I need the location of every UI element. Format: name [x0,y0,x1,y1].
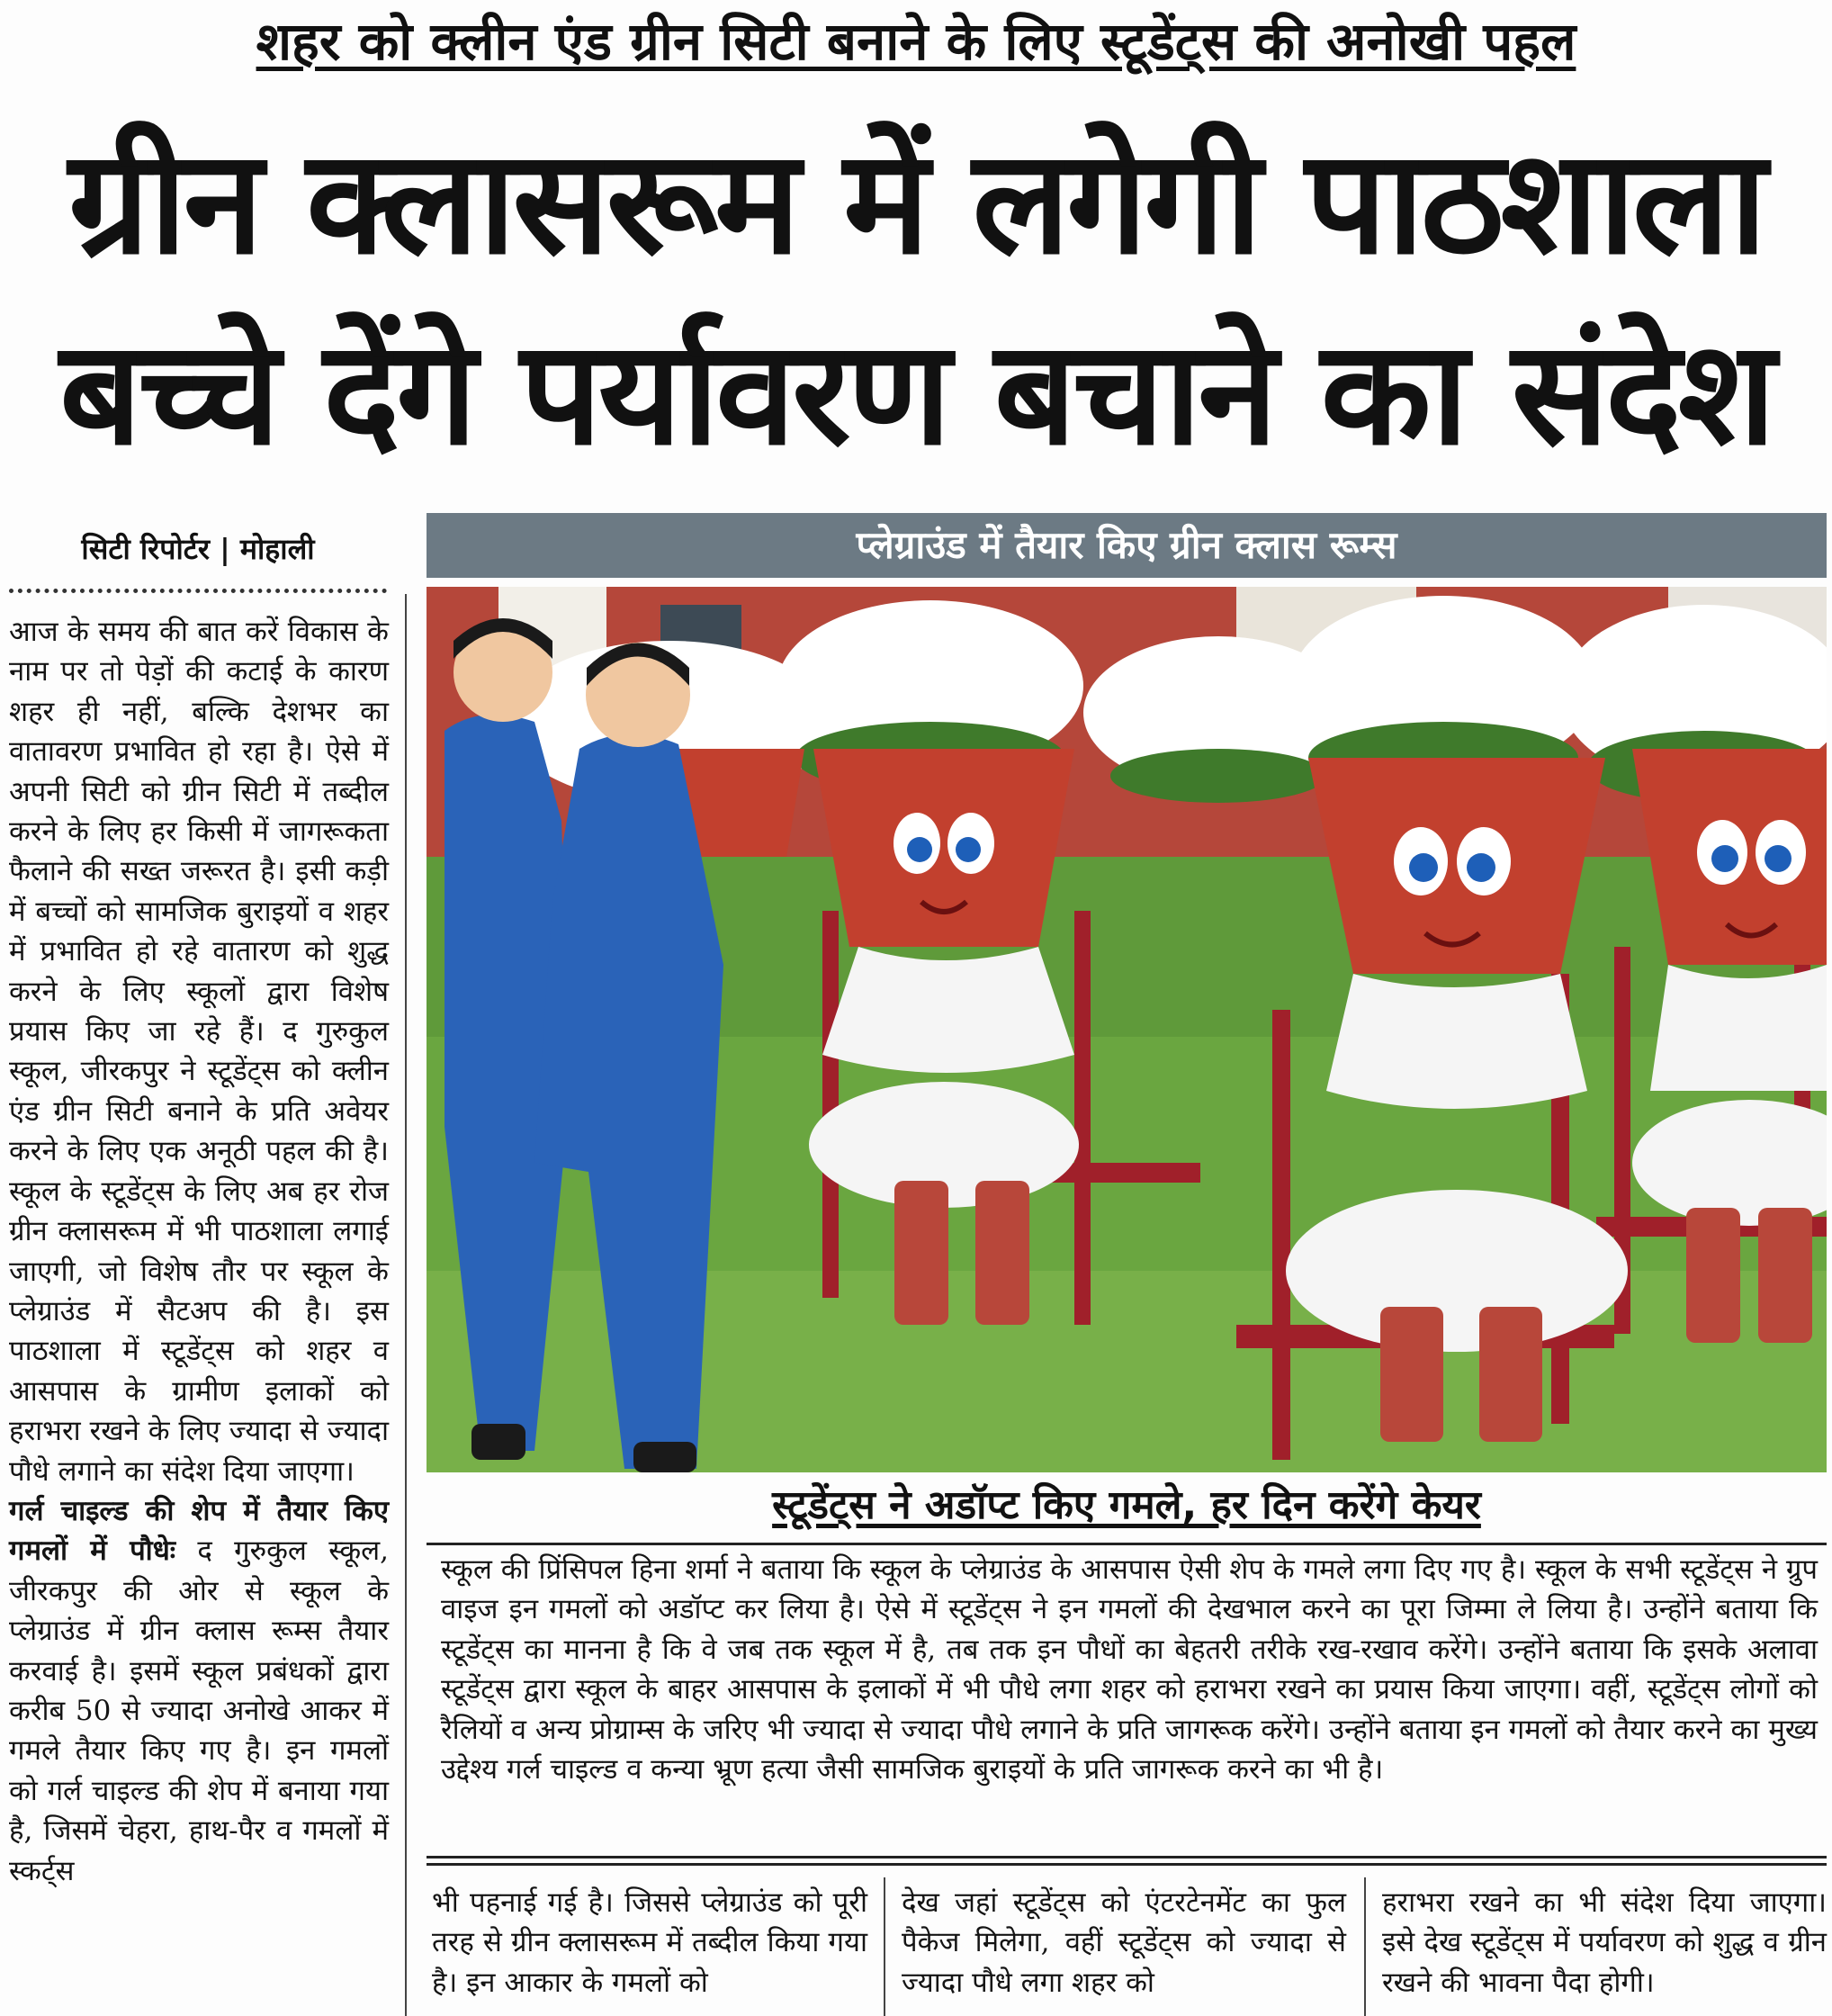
section-paragraph: द गुरुकुल स्कूल, जीरकपुर की ओर से स्कूल के प्लेग्राउंड में ग्रीन क्लास रूम्स तैयार करवाई है। इसमें स्कूल प्रबंधकों द्वारा करीब 50 से ज्यादा अनोखे आकर में गमले तैयार किए गए है। इन गमलों को गर्ल चाइल्ड की शेप में बनाया गया है, जिसमें चेहरा, हाथ-पैर व गमलों में स्कर्ट्स [9,1534,389,1887]
photo-illustration [427,587,1827,1472]
bottom-column-2: देख जहां स्टूडेंट्स को एंटरटेनमेंट का फुल पैकेज मिलेगा, वहीं स्टूडेंट्स को ज्यादा से ज्यादा पौधे लगा शहर को [902,1886,1346,1999]
kicker-headline [0,7,1832,76]
byline-divider [9,589,387,593]
story-subhead [427,1478,1827,1534]
bottom-column-3: हराभरा रखने का भी संदेश दिया जाएगा। इसे देख स्टूडेंट्स में पर्यावरण को शुद्ध व ग्रीन रखने की भावना पैदा होगी। [1382,1886,1827,1999]
kicker-text: शहर को क्लीन एंड ग्रीन सिटी बनाने के लिए स्टूडेंट्स की अनोखी पहल [256,11,1576,72]
bottom-column-1: भी पहनाई गई है। जिससे प्लेग्राउंड को पूरी तरह से ग्रीन क्लासरूम में तब्दील किया गया है। इन आकार के गमलों को [432,1886,867,1999]
column-divider [405,594,407,2016]
bottom-column-divider-1 [884,1877,885,2016]
headline-line-1: ग्रीन क्लासरूम में लगेगी पाठशाला [68,118,1764,286]
story-paragraph: स्कूल की प्रिंसिपल हिना शर्मा ने बताया कि स्कूल के प्लेग्राउंड के आसपास ऐसी शेप के गमले लगा दिए गए है। स्कूल के सभी स्टूडेंट्स ने ग्रुप वाइज इन गमलों को अडॉप्ट कर लिया है। ऐसे में स्टूडेंट्स ने इन गमलों की देखभाल करने का पूरा जिम्मा ले लिया है। उन्होंने बताया कि स्टूडेंट्स का मानना है कि वे जब तक स्कूल में है, तब तक इन पौधों का बेहतरी तरीके रख-रखाव करेंगे। उन्होंने बताया कि इसके अलावा स्टूडेंट्स द्वारा स्कूल के बाहर आसपास के इलाकों में भी पौधे लगा शहर को हराभरा रखने का प्रयास किया जाएगा। वहीं, स्टूडेंट्स लोगों को रैलियों व अन्य प्रोग्राम्स के जरिए भी ज्यादा से ज्यादा पौधे लगाने के प्रति जागरूक करेंगे। उन्होंने बताया इन गमलों को तैयार करने का मुख्य उद्देश्य गर्ल चाइल्ड व कन्या भ्रूण हत्या जैसी सामजिक बुराइयों के प्रति जागरूक करने का भी है। [441,1553,1818,1786]
headline-line-2: बच्चे देंगे पर्यावरण बचाने का संदेश [59,309,1773,477]
news-photo [427,587,1827,1472]
intro-paragraph: आज के समय की बात करें विकास के नाम पर तो पेड़ों की कटाई के कारण शहर ही नहीं, बल्कि देशभर का वातावरण प्रभावित हो रहा है। ऐसे में अपनी सिटी को ग्रीन सिटी में तब्दील करने के लिए हर किसी में जागरूकता फैलाने की सख्त जरूरत है। इसी कड़ी में बच्चों को सामजिक बुराइयों व शहर में प्रभावित हो रहे वातारण को शुद्ध करने के लिए स्कूलों द्वारा विशेष प्रयास किए जा रहे हैं। द गुरुकुल स्कूल, जीरकपुर ने स्टूडेंट्स को क्लीन एंड ग्रीन सिटी बनाने के प्रति अवेयर करने के लिए एक अनूठी पहल की है। स्कूल के स्टूडेंट्स के लिए अब हर रोज ग्रीन क्लासरूम में भी पाठशाला लगाई जाएगी, जो विशेष तौर पर स्कूल के प्लेग्राउंड में सैटअप की है। इस पाठशाला में स्टूडेंट्स को शहर व आसपास के ग्रामीण इलाकों को हराभरा रखने के लिए ज्यादा से ज्यादा पौधे लगाने का संदेश दिया जाएगा। [9,616,389,1488]
bottom-column-divider-2 [1364,1877,1366,2016]
double-rule-top [427,1856,1827,1858]
photo-caption-banner: प्लेग्राउंड में तैयार किए ग्रीन क्लास रूम्स [427,513,1827,578]
double-rule-bottom [427,1863,1827,1866]
byline: सिटी रिपोर्टर | मोहाली [81,532,315,566]
story-top-rule [427,1543,1827,1545]
story-subhead-text: स्टूडेंट्स ने अडॉप्ट किए गमले, हर दिन करेंगे केयर [772,1482,1481,1528]
section-subhead: गर्ल चाइल्ड की शेप में तैयार किए गमलों में पौधेः [9,1494,389,1568]
article-column-left [9,612,389,1891]
